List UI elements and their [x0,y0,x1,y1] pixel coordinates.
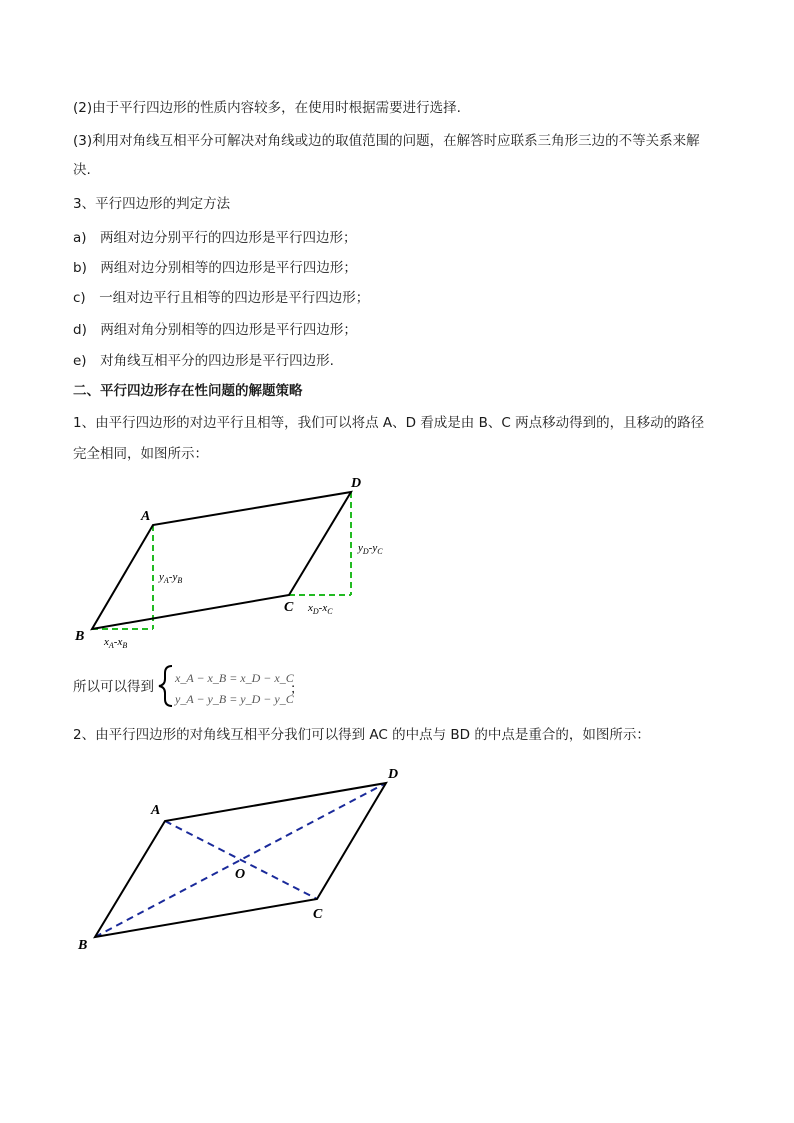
paragraph-strategy-2: 2、由平行四边形的对角线互相平分我们可以得到 AC 的中点与 BD 的中点是重合的，如图所示： [73,727,650,743]
label-xA-xB: $x_A-x_B$ [104,636,128,650]
list-item: d) 两组对角分别相等的四边形是平行四边形； [73,322,357,338]
equation-line-1: x_A − x_B = x_D − x_C [175,671,294,685]
vertex-label-A: A [151,803,161,818]
paragraph-strategy-1-cont: 完全相同，如图所示： [73,446,208,462]
paragraph-strategy-1: 1、由平行四边形的对边平行且相等，我们可以将点 A、D 看成是由 B、C 两点移动得到的，且移动的路径 [73,415,705,431]
list-item: b) 两组对边分别相等的四边形是平行四边形； [73,260,357,276]
diagonal-AC [165,821,317,899]
paragraph-note-3-cont: 决. [73,162,91,178]
equation-suffix: ； [290,681,304,696]
paragraph-note-2: (2)由于平行四边形的性质内容较多，在使用时根据需要进行选择. [73,100,461,116]
vertex-label-D: D [351,476,362,491]
vertex-label-C: C [284,600,294,615]
list-item: e) 对角线互相平分的四边形是平行四边形. [73,353,334,369]
equation-line-2: y_A − y_B = y_D − y_C [175,692,294,706]
label-yA-yB: $y_A-y_B$ [159,571,183,585]
brace-icon [159,666,172,706]
vertex-label-B: B [75,629,85,644]
vertex-label-A: A [141,509,151,524]
vertex-label-D: D [388,767,399,782]
vertex-label-O: O [235,867,246,882]
label-xD-xC: $x_D-x_C$ [308,602,333,616]
label-yD-yC: $y_D-y_C$ [358,542,383,556]
section-heading: 二、平行四边形存在性问题的解题策略 [73,383,303,399]
vertex-label-C: C [313,907,323,922]
equation-prefix: 所以可以得到 [73,679,154,694]
paragraph-note-3: (3)利用对角线互相平分可解决对角线或边的取值范围的问题，在解答时应联系三角形三边的不等关系来解 [73,133,700,149]
list-item: a) 两组对边分别平行的四边形是平行四边形； [73,230,357,246]
heading-judgement-methods: 3、平行四边形的判定方法 [73,196,231,212]
vertex-label-B: B [78,938,88,953]
list-item: c) 一组对边平行且相等的四边形是平行四边形； [73,290,370,306]
